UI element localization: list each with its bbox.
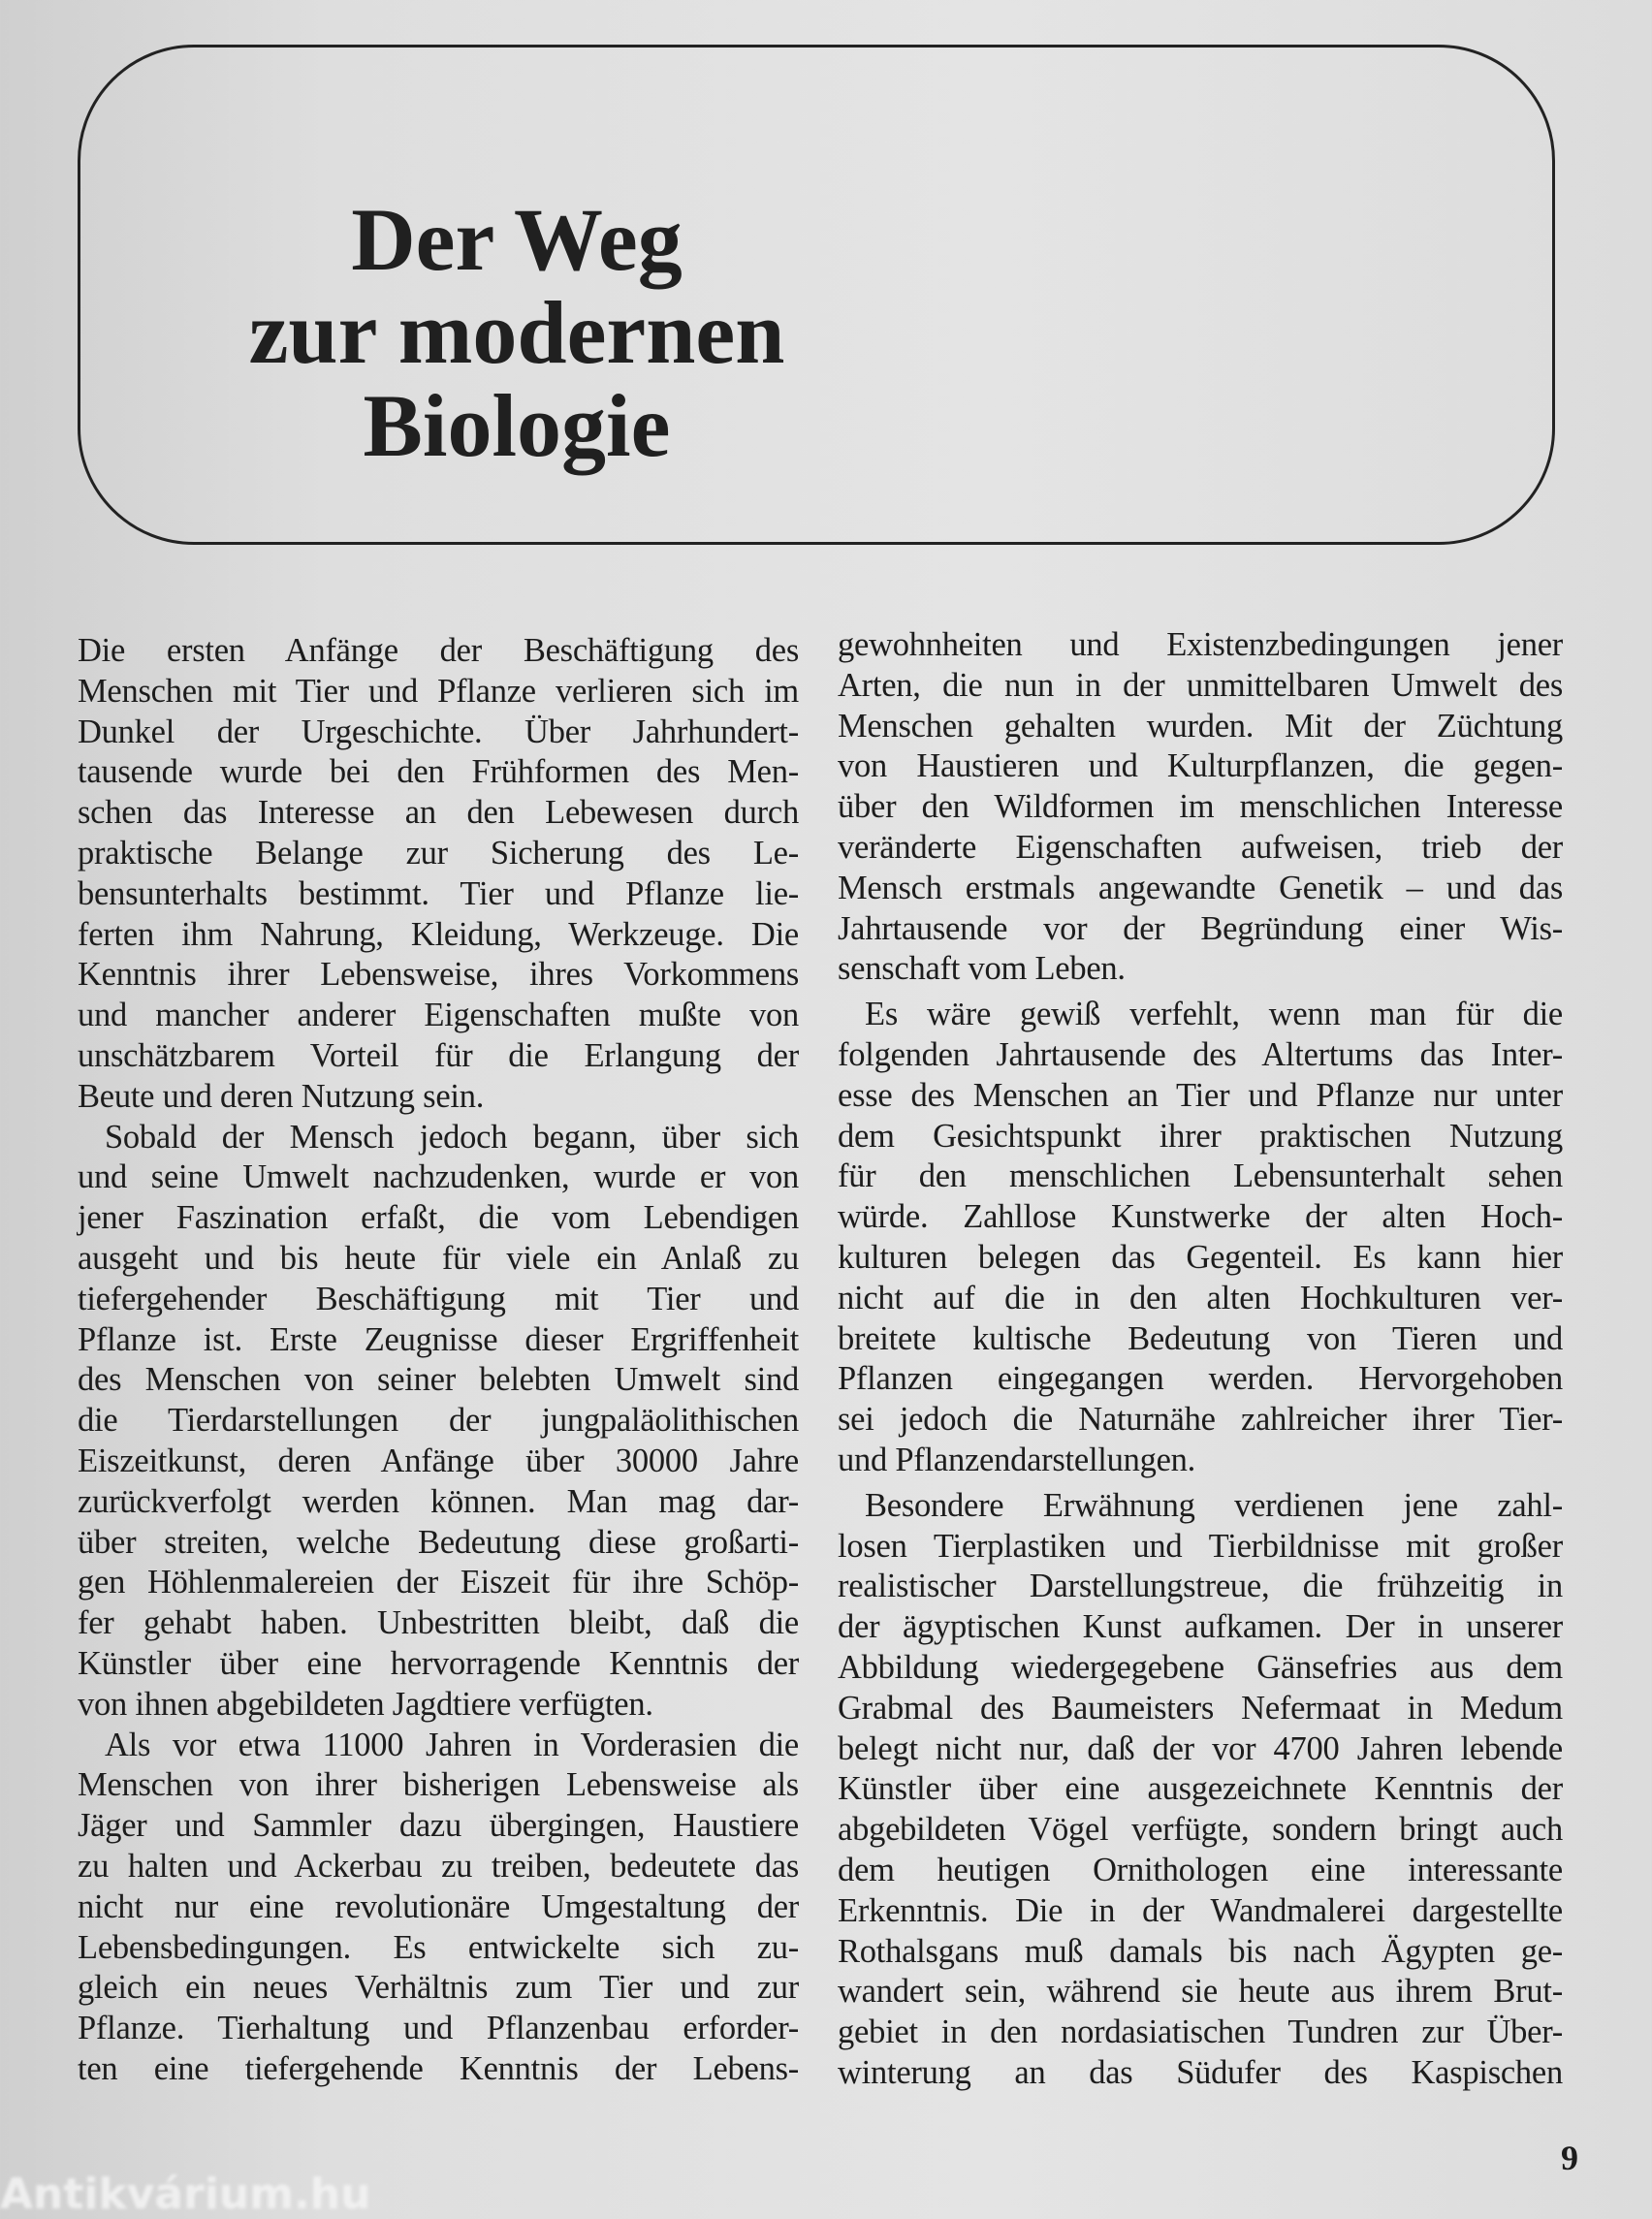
text-line: Abbildung wiedergegebene Gänsefries aus dem [838, 1648, 1563, 1686]
text-line: Grabmal des Baumeisters Nefermaat in Medum [838, 1689, 1563, 1727]
text-line: Künstler über eine hervorragende Kenntnis der [78, 1644, 799, 1682]
text-line: Künstler über eine ausgezeichnete Kenntnis der [838, 1770, 1563, 1808]
text-line: Mensch erstmals angewandte Genetik – und das [838, 869, 1563, 906]
text-line: Menschen gehalten wurden. Mit der Züchtung [838, 707, 1563, 745]
text-line: ferten ihm Nahrung, Kleidung, Werkzeuge. Die [78, 915, 799, 953]
text-line: gen Höhlenmalereien der Eiszeit für ihre Schöp- [78, 1564, 799, 1601]
text-line: praktische Belange zur Sicherung des Le- [78, 834, 799, 872]
watermark: Antikvárium.hu [0, 2170, 371, 2219]
text-line: schen das Interesse an den Lebewesen durch [78, 794, 799, 832]
text-line: losen Tierplastiken und Tierbildnisse mit großer [838, 1527, 1563, 1565]
text-line: abgebildeten Vögel verfügte, sondern bringt auch [838, 1811, 1563, 1849]
text-line: ten eine tiefergehende Kenntnis der Lebens- [78, 2049, 799, 2087]
text-line: zu halten und Ackerbau zu treiben, bedeutete das [78, 1847, 799, 1885]
title-line: Der Weg [351, 190, 683, 289]
text-line: und mancher anderer Eigenschaften mußte von [78, 997, 799, 1034]
text-line: Menschen von ihrer bisherigen Lebensweise als [78, 1766, 799, 1804]
text-line: zurückverfolgt werden können. Man mag dar- [78, 1482, 799, 1520]
text-line: bensunterhalts bestimmt. Tier und Pflanze lie- [78, 874, 799, 912]
text-line: kulturen belegen das Gegenteil. Es kann hier [838, 1238, 1563, 1276]
text-line: Pflanze. Tierhaltung und Pflanzenbau erforder- [78, 2010, 799, 2047]
text-line: dem heutigen Ornithologen eine interessante [838, 1851, 1563, 1888]
text-line: ausgeht und bis heute für viele ein Anlaß zu [78, 1239, 799, 1277]
text-line: würde. Zahllose Kunstwerke der alten Hoch- [838, 1198, 1563, 1236]
text-line: unschätzbarem Vorteil für die Erlangung der [78, 1036, 799, 1074]
text-line: der ägyptischen Kunst aufkamen. Der in unserer [838, 1608, 1563, 1646]
text-line: veränderte Eigenschaften aufweisen, trieb der [838, 828, 1563, 866]
text-line: wandert sein, während sie heute aus ihrem Brut- [838, 1973, 1563, 2011]
text-line: Die ersten Anfänge der Beschäftigung des [78, 632, 799, 669]
text-line: dem Gesichtspunkt ihrer praktischen Nutzung [838, 1117, 1563, 1155]
paragraph [78, 1118, 799, 1726]
text-line: Jäger und Sammler dazu übergingen, Haustiere [78, 1807, 799, 1845]
text-line: folgenden Jahrtausende des Altertums das Inter- [838, 1035, 1563, 1073]
text-line: des Menschen von seiner belebten Umwelt sind [78, 1361, 799, 1399]
paragraph [838, 995, 1563, 1481]
paragraph [78, 631, 799, 1118]
text-line: esse des Menschen an Tier und Pflanze nur unter [838, 1076, 1563, 1114]
text-line: Arten, die nun in der unmittelbaren Umwelt des [838, 666, 1563, 704]
text-line: Menschen mit Tier und Pflanze verlieren sich im [78, 672, 799, 710]
text-line: realistischer Darstellungstreue, die frühzeitig in [838, 1568, 1563, 1605]
text-line: gebiet in den nordasiatischen Tundren zur Über- [838, 2013, 1563, 2051]
text-line: senschaft vom Leben. [838, 950, 1126, 988]
title-line: Biologie [363, 376, 671, 475]
text-line: nicht nur eine revolutionäre Umgestaltung der [78, 1887, 799, 1925]
text-line: gewohnheiten und Existenzbedingungen jener [838, 626, 1563, 663]
text-line: Pflanze ist. Erste Zeugnisse dieser Ergriffenheit [78, 1320, 799, 1358]
page-title [226, 190, 808, 475]
title-frame [78, 45, 1555, 545]
text-line: von ihnen abgebildeten Jagdtiere verfügten. [78, 1685, 653, 1723]
text-line: Als vor etwa 11000 Jahren in Vorderasien die [105, 1726, 799, 1763]
page-number: 9 [1561, 2139, 1578, 2177]
text-line: Dunkel der Urgeschichte. Über Jahrhundert- [78, 713, 799, 750]
text-line: von Haustieren und Kulturpflanzen, die gegen- [838, 747, 1563, 785]
text-line: Lebensbedingungen. Es entwickelte sich zu- [78, 1928, 799, 1966]
text-line: Eiszeitkunst, deren Anfänge über 30000 Jahre [78, 1442, 799, 1479]
text-line: und Pflanzendarstellungen. [838, 1441, 1196, 1478]
text-line: jener Faszination erfaßt, die vom Lebendigen [78, 1199, 799, 1237]
text-line: und seine Umwelt nachzudenken, wurde er von [78, 1158, 799, 1196]
text-line: sei jedoch die Naturnähe zahlreicher ihrer Tier- [838, 1401, 1563, 1439]
text-line: Sobald der Mensch jedoch begann, über sich [105, 1118, 799, 1156]
text-line: belegt nicht nur, daß der vor 4700 Jahren lebende [838, 1729, 1563, 1767]
text-line: Rothalsgans muß damals bis nach Ägypten ge- [838, 1932, 1563, 1970]
text-line: fer gehabt haben. Unbestritten bleibt, daß die [78, 1604, 799, 1642]
text-line: Jahrtausende vor der Begründung einer Wis- [838, 909, 1563, 947]
text-line: Pflanzen eingegangen werden. Hervorgehoben [838, 1360, 1563, 1398]
text-line: tausende wurde bei den Frühformen des Men- [78, 753, 799, 791]
text-line: Kenntnis ihrer Lebensweise, ihres Vorkommens [78, 956, 799, 994]
text-line: über streiten, welche Bedeutung diese großarti- [78, 1523, 799, 1561]
text-line: Es wäre gewiß verfehlt, wenn man für die [865, 996, 1563, 1033]
paragraph [838, 1486, 1563, 2094]
title-line: zur modernen [248, 283, 785, 382]
paragraph [78, 1726, 799, 2090]
text-line: Erkenntnis. Die in der Wandmalerei dargestellte [838, 1891, 1563, 1929]
text-line: Besondere Erwähnung verdienen jene zahl- [865, 1486, 1563, 1524]
text-column-left [78, 631, 799, 2090]
text-column-right [838, 625, 1563, 2099]
text-line: gleich ein neues Verhältnis zum Tier und zur [78, 1969, 799, 2007]
text-line: über den Wildformen im menschlichen Interesse [838, 788, 1563, 826]
text-line: Beute und deren Nutzung sein. [78, 1077, 485, 1115]
text-line: für den menschlichen Lebensunterhalt sehen [838, 1157, 1563, 1195]
text-line: nicht auf die in den alten Hochkulturen ver- [838, 1279, 1563, 1316]
paragraph [838, 625, 1563, 990]
text-line: winterung an das Südufer des Kaspischen [838, 2053, 1563, 2091]
text-line: tiefergehender Beschäftigung mit Tier und [78, 1280, 799, 1317]
text-line: die Tierdarstellungen der jungpaläolithischen [78, 1402, 799, 1440]
text-line: breitete kultische Bedeutung von Tieren und [838, 1319, 1563, 1357]
